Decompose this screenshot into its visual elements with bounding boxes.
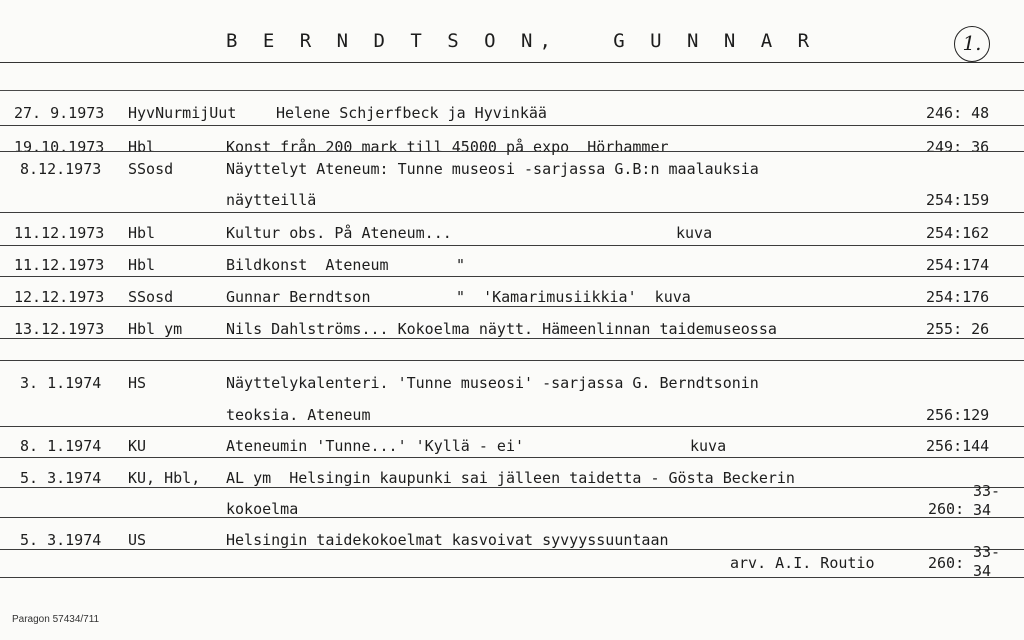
entry-text: Bildkonst Ateneum [226, 256, 389, 274]
entry-text: Helene Schjerfbeck ja Hyvinkää [276, 104, 547, 122]
entry-date: 5. 3.1974 [20, 531, 102, 549]
entry-ref: 254:159 [926, 191, 990, 209]
entry-text: Näyttelykalenteri. 'Tunne museosi' -sarjassa G. Berndtsonin [226, 374, 759, 392]
row-rule [0, 306, 1024, 307]
entry-note: kuva [676, 224, 713, 242]
entry-row-continued [0, 404, 1024, 426]
entry-date: 8. 1.1974 [20, 437, 102, 455]
entry-source: Hbl [128, 256, 156, 274]
entry-date: 3. 1.1974 [20, 374, 102, 392]
entry-row [0, 286, 1024, 308]
entry-source: Hbl [128, 224, 156, 242]
entry-ref: 246: 48 [926, 104, 990, 122]
row-rule [0, 426, 1024, 427]
entry-date: 11.12.1973 [14, 256, 105, 274]
row-rule [0, 276, 1024, 277]
entry-ref: 260: [928, 500, 965, 518]
row-rule [0, 125, 1024, 126]
entry-text-continued: teoksia. Ateneum [226, 406, 371, 424]
entry-row [0, 158, 1024, 180]
entry-ref: 254:176 [926, 288, 990, 306]
row-rule [0, 487, 1024, 488]
entry-text: Kultur obs. På Ateneum... [226, 224, 452, 242]
entry-row [0, 372, 1024, 394]
entry-source: Hbl ym [128, 320, 183, 338]
entry-source: SSosd [128, 160, 174, 178]
card-title: B E R N D T S O N, G U N N A R [226, 30, 817, 52]
entry-text: Nils Dahlströms... Kokoelma näytt. Hämeenlinnan taidemuseossa [226, 320, 777, 338]
entry-row [0, 254, 1024, 276]
entry-text: Ateneumin 'Tunne...' 'Kyllä - ei' [226, 437, 525, 455]
entry-source: KU [128, 437, 147, 455]
entry-row [0, 467, 1024, 489]
entry-row [0, 102, 1024, 124]
entry-source: SSosd [128, 288, 174, 306]
entry-row [0, 435, 1024, 457]
row-rule [0, 360, 1024, 361]
separator-rule [0, 90, 1024, 91]
entry-text: AL ym Helsingin kaupunki sai jälleen taidetta - Gösta Beckerin [226, 469, 795, 487]
entry-row [0, 136, 1024, 158]
entry-source: HS [128, 374, 147, 392]
entry-text: Konst från 200 mark till 45000 på expo Hörhammer [226, 138, 669, 156]
row-rule [0, 577, 1024, 578]
entry-ref-bottom: 34 [973, 501, 992, 519]
entry-ref: 254:162 [926, 224, 990, 242]
entry-text: Helsingin taidekokoelmat kasvoivat syvyyssuuntaan [226, 531, 669, 549]
entry-text: Näyttelyt Ateneum: Tunne museosi -sarjassa G.B:n maalauksia [226, 160, 759, 178]
entry-ref-bottom: 34 [973, 562, 992, 580]
entry-ref: 255: 26 [926, 320, 990, 338]
entry-row [0, 529, 1024, 551]
row-rule [0, 212, 1024, 213]
row-rule [0, 245, 1024, 246]
page-number-circle: 1. [954, 26, 990, 62]
entry-note: " 'Kamarimusiikkia' kuva [456, 288, 691, 306]
entry-date: 12.12.1973 [14, 288, 105, 306]
row-rule [0, 338, 1024, 339]
row-rule [0, 151, 1024, 152]
row-rule [0, 517, 1024, 518]
entry-date: 8.12.1973 [20, 160, 102, 178]
entry-source: HyvNurmijUut [128, 104, 237, 122]
entry-note: kuva [690, 437, 727, 455]
entry-ref: 260: [928, 554, 965, 572]
entry-text-continued: näytteillä [226, 191, 317, 209]
entry-row-continued [0, 552, 1024, 574]
entry-date: 19.10.1973 [14, 138, 105, 156]
entry-ref: 249: 36 [926, 138, 990, 156]
entry-author: arv. A.I. Routio [730, 554, 875, 572]
header-rule [0, 62, 1024, 63]
entry-date: 13.12.1973 [14, 320, 105, 338]
entry-row [0, 318, 1024, 340]
entry-row [0, 222, 1024, 244]
entry-row-continued [0, 189, 1024, 211]
entry-ref: 256:129 [926, 406, 990, 424]
entry-date: 27. 9.1973 [14, 104, 105, 122]
entry-ref-top: 33- [973, 482, 1001, 500]
entry-source: US [128, 531, 147, 549]
entry-text-continued: kokoelma [226, 500, 299, 518]
entry-ref: 254:174 [926, 256, 990, 274]
entry-text: Gunnar Berndtson [226, 288, 371, 306]
entry-ref-top: 33- [973, 543, 1001, 561]
entry-date: 5. 3.1974 [20, 469, 102, 487]
entry-date: 11.12.1973 [14, 224, 105, 242]
entry-source: Hbl [128, 138, 156, 156]
printer-mark: Paragon 57434/711 [12, 614, 100, 625]
entry-ref: 256:144 [926, 437, 990, 455]
row-rule [0, 549, 1024, 550]
entry-note: " [456, 256, 466, 274]
entry-source: KU, Hbl, [128, 469, 201, 487]
row-rule [0, 457, 1024, 458]
